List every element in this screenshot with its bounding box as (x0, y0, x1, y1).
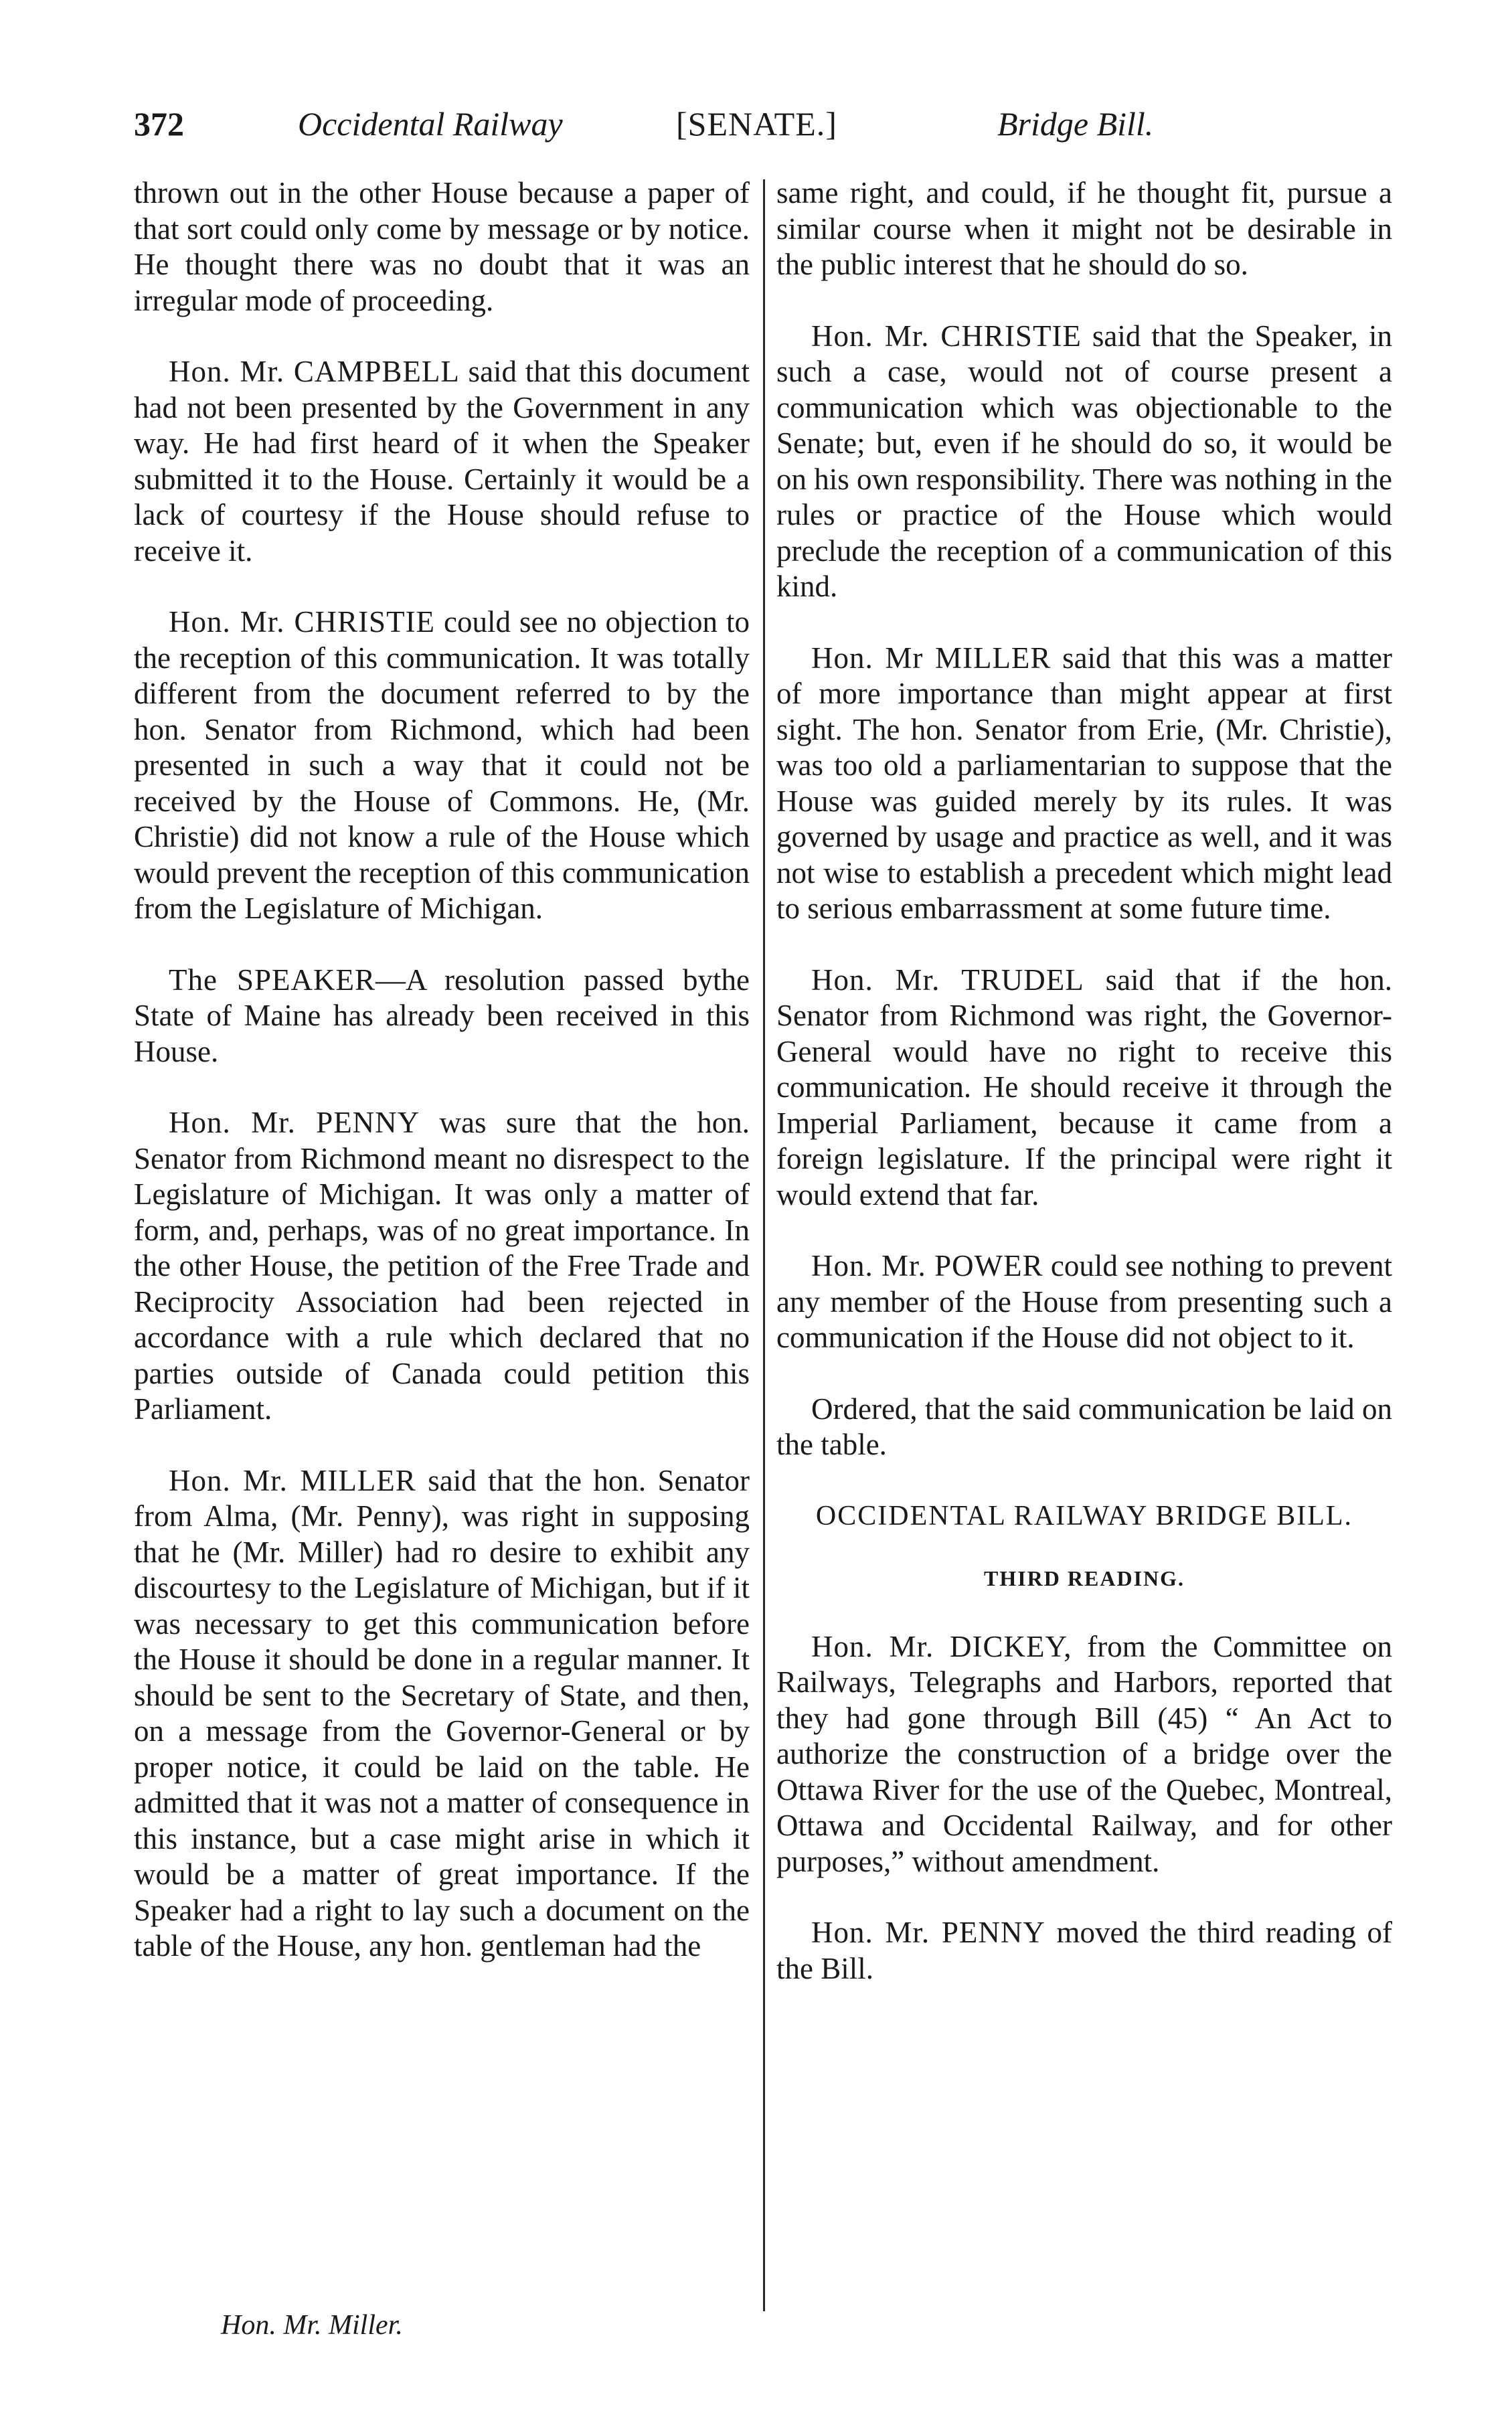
speaker-name: Hon. Mr. PENNY (169, 1106, 420, 1139)
running-head (134, 100, 1426, 147)
speaker-name: Hon. Mr. CAMPBELL (169, 355, 460, 388)
paragraph: Ordered, that the said communication be laid on the table. (776, 1392, 1392, 1461)
paragraph: Hon. Mr. CHRISTIE said that the Speaker, in such a case, would not of course present a communication which was objectionable to the Senate; but, even if he should do so, it would be on his own responsibility. There was nothing in the rules or practice of the House which would preclude the reception of a communication of this kind. (776, 319, 1393, 603)
paragraph: Hon. Mr MILLER said that this was a matter of more importance than might appear at first sight. The hon. Senator from Erie, (Mr. Christie), was too old a parliamentarian to suppose that the House was guided merely by its rules. It was governed by usage and practice as well, and it was not wise to establish a precedent which might lead to serious embarrassment at some future time. (776, 641, 1392, 925)
speaker-name: Hon. Mr. DICKEY, (811, 1629, 1072, 1663)
section-heading: OCCIDENTAL RAILWAY BRIDGE BILL. (815, 1500, 1353, 1531)
speaker-name: Hon. Mr. POWER (811, 1249, 1043, 1282)
column-divider (763, 179, 765, 2311)
paragraph: Hon. Mr. PENNY was sure that the hon. Senator from Richmond meant no disrespect to the Legislature of Michigan. It was only a matter of form, and, perhaps, was of no great importance. In the other House, the petition of the Free Trade and Reciprocity Association had been rejected in accordance with a rule which declared that no parties outside of Canada could petition this Parliament. (134, 1106, 750, 1426)
paragraph: Hon. Mr. MILLER said that the hon. Senator from Alma, (Mr. Penny), was right in supposing that he (Mr. Miller) had ro desire to exhibit any discourtesy to the Legislature of Michigan, but if it was necessary to get this communication before the House it should be done in a regular manner. It should be sent to the Secretary of State, and then, on a message from the Governor-General or by proper notice, it could be laid on the table. He admitted that it was not a matter of consequence in this instance, but a case might arise in which it would be a matter of great importance. If the Speaker had a right to lay such a document on the table of the House, any hon. gentleman had the (134, 1463, 750, 1963)
paragraph: The SPEAKER—A resolution passed bythe State of Maine has already been received in this House. (134, 963, 750, 1068)
paragraph: Hon. Mr. CAMPBELL said that this document had not been presented by the Government in any way. He had first heard of it when the Speaker submitted it to the House. Certainly it would be a lack of courtesy if the House should refuse to receive it. (134, 355, 750, 568)
speaker-name: Hon. Mr. PENNY (811, 1916, 1045, 1949)
speaker-name: Hon. Mr MILLER (811, 641, 1052, 675)
running-head-center: [SENATE.] (676, 105, 837, 143)
paragraph: Hon. Mr. CHRISTIE could see no objection to the reception of this communication. It was totally different from the document referred to by the hon. Senator from Richmond, which had been presented in such a way that it could not be received by the House of Commons. He, (Mr. Christie) did not know a rule of the House which would prevent the reception of this communication from the Legislature of Michigan. (134, 605, 750, 925)
paragraph: same right, and could, if he thought fit, pursue a similar course when it might not be desirable in the public interest that he should do so. (776, 176, 1392, 281)
running-head-left: Occidental Railway (298, 105, 563, 143)
paragraph: Hon. Mr. TRUDEL said that if the hon. Senator from Richmond was right, the Governor-General would have no right to receive this communication. He should receive it through the Imperial Parliament, because it came from a foreign legislature. If the principal were right it would extend that far. (776, 963, 1392, 1212)
section-subheading: THIRD READING. (983, 1566, 1185, 1590)
paragraph: Hon. Mr. DICKEY, from the Committee on Railways, Telegraphs and Harbors, reported that they had gone through Bill (45) “ An Act to authorize the construction of a bridge over the Ottawa River for the use of the Quebec, Montreal, Ottawa and Occidental Railway, and for other purposes,” without amendment. (776, 1629, 1392, 1878)
running-head-right: Bridge Bill. (997, 105, 1154, 143)
footer-signature: Hon. Mr. Miller. (221, 2310, 403, 2341)
paragraph: Hon. Mr. POWER could see nothing to prevent any member of the House from presenting such a communication if the House did not object to it. (776, 1249, 1392, 1354)
right-column (776, 175, 1392, 2022)
speaker-name: Hon. Mr. CHRISTIE (811, 319, 1082, 353)
page-number: 372 (134, 105, 184, 143)
paragraph: Hon. Mr. PENNY moved the third reading of the Bill. (776, 1916, 1392, 1985)
speaker-name: Hon. Mr. TRUDEL (811, 963, 1084, 997)
left-column (134, 175, 750, 2000)
speaker-name: Hon. Mr. MILLER (169, 1463, 416, 1497)
speaker-name: Hon. Mr. CHRISTIE (169, 605, 436, 639)
paragraph: thrown out in the other House because a paper of that sort could only come by message or by notice. He thought there was no doubt that it was an irregular mode of proceeding. (134, 176, 750, 317)
speaker-name: The SPEAKER (169, 963, 376, 997)
